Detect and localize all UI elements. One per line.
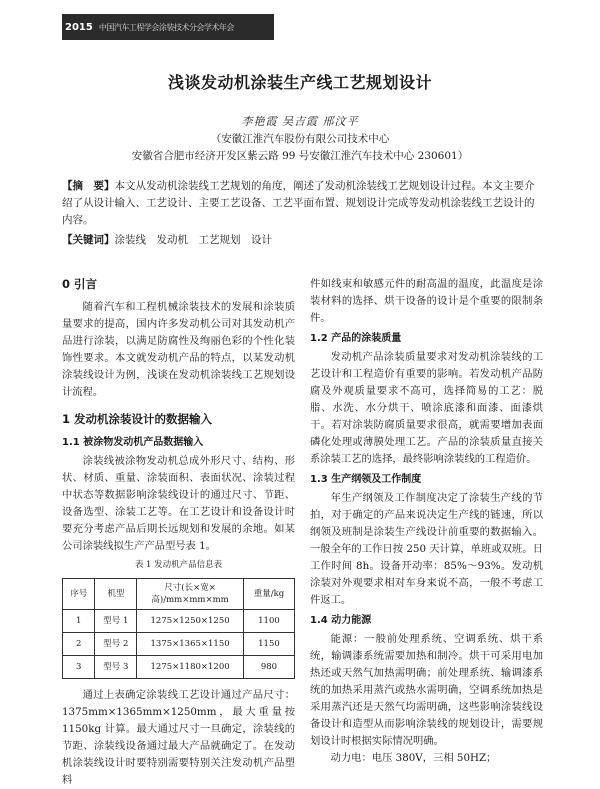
- table-cell: 型号 1: [95, 610, 137, 633]
- abstract-label: 【摘 要】: [62, 180, 115, 192]
- table-cell: 2: [63, 633, 95, 656]
- table-cell: 1150: [243, 633, 294, 656]
- table-cell: 1275×1250×1250: [137, 610, 244, 633]
- table-row: [63, 610, 295, 633]
- section-1-heading: 1 发动机涂装设计的数据输入: [62, 412, 213, 426]
- section-1-4-heading: 1.4 动力能源: [310, 615, 372, 626]
- power-line: 动力电：电压 380V，三相 50HZ；: [330, 752, 497, 764]
- table-cell: 3: [63, 656, 95, 679]
- table-header-cell: 重量/kg: [243, 579, 294, 610]
- paper-authors: 李艳霞 吴吉霞 邢汶平: [241, 115, 359, 128]
- table-header-cell: 尺寸(长×宽×高)/mm×mm×mm: [137, 579, 244, 610]
- table-header-row: [63, 579, 295, 610]
- right-column: [310, 276, 543, 767]
- abstract: [62, 178, 544, 229]
- table-caption: 表 1 发动机产品信息表: [134, 560, 223, 570]
- left-column: [62, 276, 295, 789]
- keywords-text: 涂装线 发动机 工艺规划 设计: [114, 234, 272, 246]
- after-table-paragraph: 通过上表确定涂装线工艺设计通过产品尺寸：1375mm×1365mm×1250mm，最大重量按 1150kg 计算。最大通过尺寸一旦确定，涂装线的节距、涂装线设备通过最大产品就确定了。在发动机涂装线设计时要特别需要特别关注发动机产品塑料: [62, 689, 295, 786]
- table-cell: 型号 3: [95, 656, 137, 679]
- table-cell: 980: [243, 656, 294, 679]
- table-cell: 1100: [243, 610, 294, 633]
- table-row: [63, 633, 295, 656]
- abstract-text: 本文从发动机涂装线工艺规划的角度，阐述了发动机涂装线工艺规划设计过程。本文主要介绍了从设计输入、工艺设计、主要工艺设备、工艺平面布置、规划设计完成等发动机涂装线工艺设计的内容。: [62, 180, 535, 226]
- continued-paragraph: 件如线束和敏感元件的耐高温的温度，此温度是涂装材料的选择、烘干设备的设计是个重要的限制条件。: [310, 278, 543, 324]
- table-cell: 1: [63, 610, 95, 633]
- affiliation-line-1: （安徽江淮汽车股份有限公司技术中心: [210, 133, 390, 145]
- table-row: [63, 656, 295, 679]
- section-0-paragraph: 随着汽车和工程机械涂装技术的发展和涂装质量要求的提高，国内许多发动机公司对其发动机产品进行涂装，以满足防腐性及绚丽色彩的个性化装饰性要求。本文就发动机产品的特点，以某发动机涂装线设计为例，浅谈在发动机涂装线工艺规划设计流程。: [62, 301, 295, 398]
- table-header-cell: 机型: [95, 579, 137, 610]
- table-header-cell: 序号: [63, 579, 95, 610]
- paper-title: 浅谈发动机涂装生产线工艺规划设计: [167, 73, 432, 92]
- table-cell: 1275×1180×1200: [137, 656, 244, 679]
- keywords: [62, 232, 544, 247]
- header-conference-name: 中国汽车工程学会涂装技术分会学术年会: [98, 22, 234, 32]
- section-1-4-paragraph: 能源：一般前处理系统、空调系统、烘干系统，输调漆系统需要加热和制冷。烘干可采用电加热还或天然气加热需明确；前处理系统、输调漆系统的加热采用蒸汽或热水需明确，空调系统加热是采用蒸汽还是天然气均需明确，这些影响涂装线设备设计和造型从而影响涂装线的规划设计，需要规划设计时根据实际情况明确。: [310, 633, 543, 747]
- section-1-2-paragraph: 发动机产品涂装质量要求对发动机涂装线的工艺设计和工程造价有重要的影响。若发动机产品防腐及外观质量要求不高可，选择简易的工艺：脱脂、水洗、水分烘干、喷涂底漆和面漆、面漆烘干。若对涂装防腐质量要求很高，就需要增加表面磷化处理或薄膜处理工艺。产品的涂装质量直接关系涂装工艺的选择，最终影响涂装线的工程造价。: [310, 351, 543, 465]
- journal-header-band: [62, 14, 274, 40]
- section-0-heading: 0 引言: [62, 277, 98, 291]
- section-1-3-paragraph: 年生产纲领及工作制度决定了涂装生产线的节拍，对于确定的产品来说决定生产线的链速，所以纲领及班制是涂装生产线设计前重要的数据输入。一般全年的工作日按 250 天计算，单班或双班。日工作时间 8h。设备开动率：85%～93%。发动机涂装对外观要求相对车身来说不高，一般不考虑工件返工。: [310, 492, 543, 606]
- section-1-3-heading: 1.3 生产纲领及工作制度: [310, 474, 422, 485]
- table-cell: 型号 2: [95, 633, 137, 656]
- section-1-1-heading: 1.1 被涂物发动机产品数据输入: [62, 437, 204, 448]
- keywords-label: 【关键词】: [62, 234, 115, 246]
- affiliation-line-2: 安徽省合肥市经济开发区紫云路 99 号安徽江淮汽车技术中心 230601）: [131, 150, 469, 162]
- table-cell: 1375×1365×1150: [137, 633, 244, 656]
- section-1-1-paragraph: 涂装线被涂物发动机总成外形尺寸、结构、形状、材质、重量、涂装面积、表面状况、涂装过程中状态等数据影响涂装线设计的通过尺寸、节距、设备选型、涂装工艺等。在工艺设计和设备设计时要充分考虑产品后期长远规划和发展的余地。如某公司涂装线拟生产产品型号表 1。: [62, 455, 295, 552]
- header-year: 2015: [65, 21, 93, 33]
- product-info-table: [62, 578, 295, 679]
- section-1-2-heading: 1.2 产品的涂装质量: [310, 333, 402, 344]
